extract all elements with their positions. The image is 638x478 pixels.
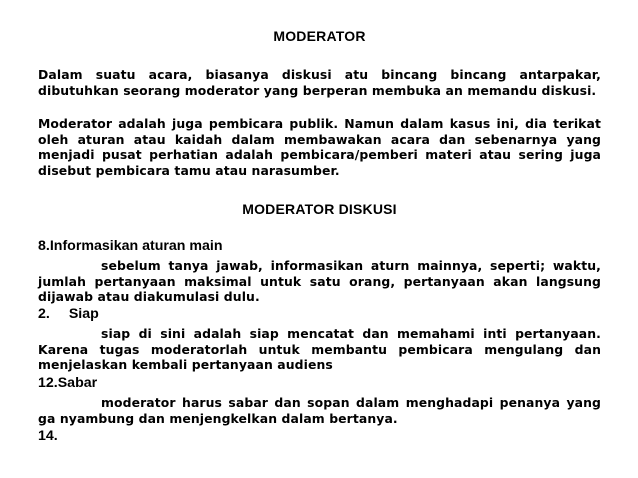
item-number-2: 2. xyxy=(38,306,50,322)
item-body-2: siap di sini adalah siap mencatat dan memahami inti pertanyaan. Karena tugas moderatorlah untuk membantu pembicara mengulang dan menjelaskan kembali pertanyaan audiens xyxy=(38,326,601,372)
item-heading-2-label: Siap xyxy=(68,306,99,322)
item-body-3: moderator harus sabar dan sopan dalam menghadapi penanya yang ga nyambung dan menjengkelkan dalam bertanya. xyxy=(38,395,601,426)
item-heading-3: 12.Sabar xyxy=(38,375,98,391)
item-heading-4: 14. xyxy=(38,428,58,444)
intro-paragraph-1: Dalam suatu acara, biasanya diskusi atu bincang bincang antarpakar, dibutuhkan seorang moderator yang berperan membuka an memandu diskusi. xyxy=(38,67,601,98)
item-body-1: sebelum tanya jawab, informasikan aturn mainnya, seperti; waktu, jumlah pertanyaan maksimal untuk satu orang, pertanyaan akan langsung dijawab atau diakumulasi dulu. xyxy=(38,258,601,304)
item-heading-1: 8.Informasikan aturan main xyxy=(38,238,223,254)
item-heading-2 xyxy=(38,306,601,323)
intro-paragraph-2: Moderator adalah juga pembicara publik. Namun dalam kasus ini, dia terikat oleh aturan atau kaidah dalam membawakan acara dan sebenarnya yang menjadi pusat perhatian adalah pembicara/pemberi materi atau sering juga disebut pembicara tamu atau narasumber. xyxy=(38,116,601,178)
page-title: MODERATOR xyxy=(273,28,366,44)
section-title: MODERATOR DISKUSI xyxy=(242,201,397,217)
